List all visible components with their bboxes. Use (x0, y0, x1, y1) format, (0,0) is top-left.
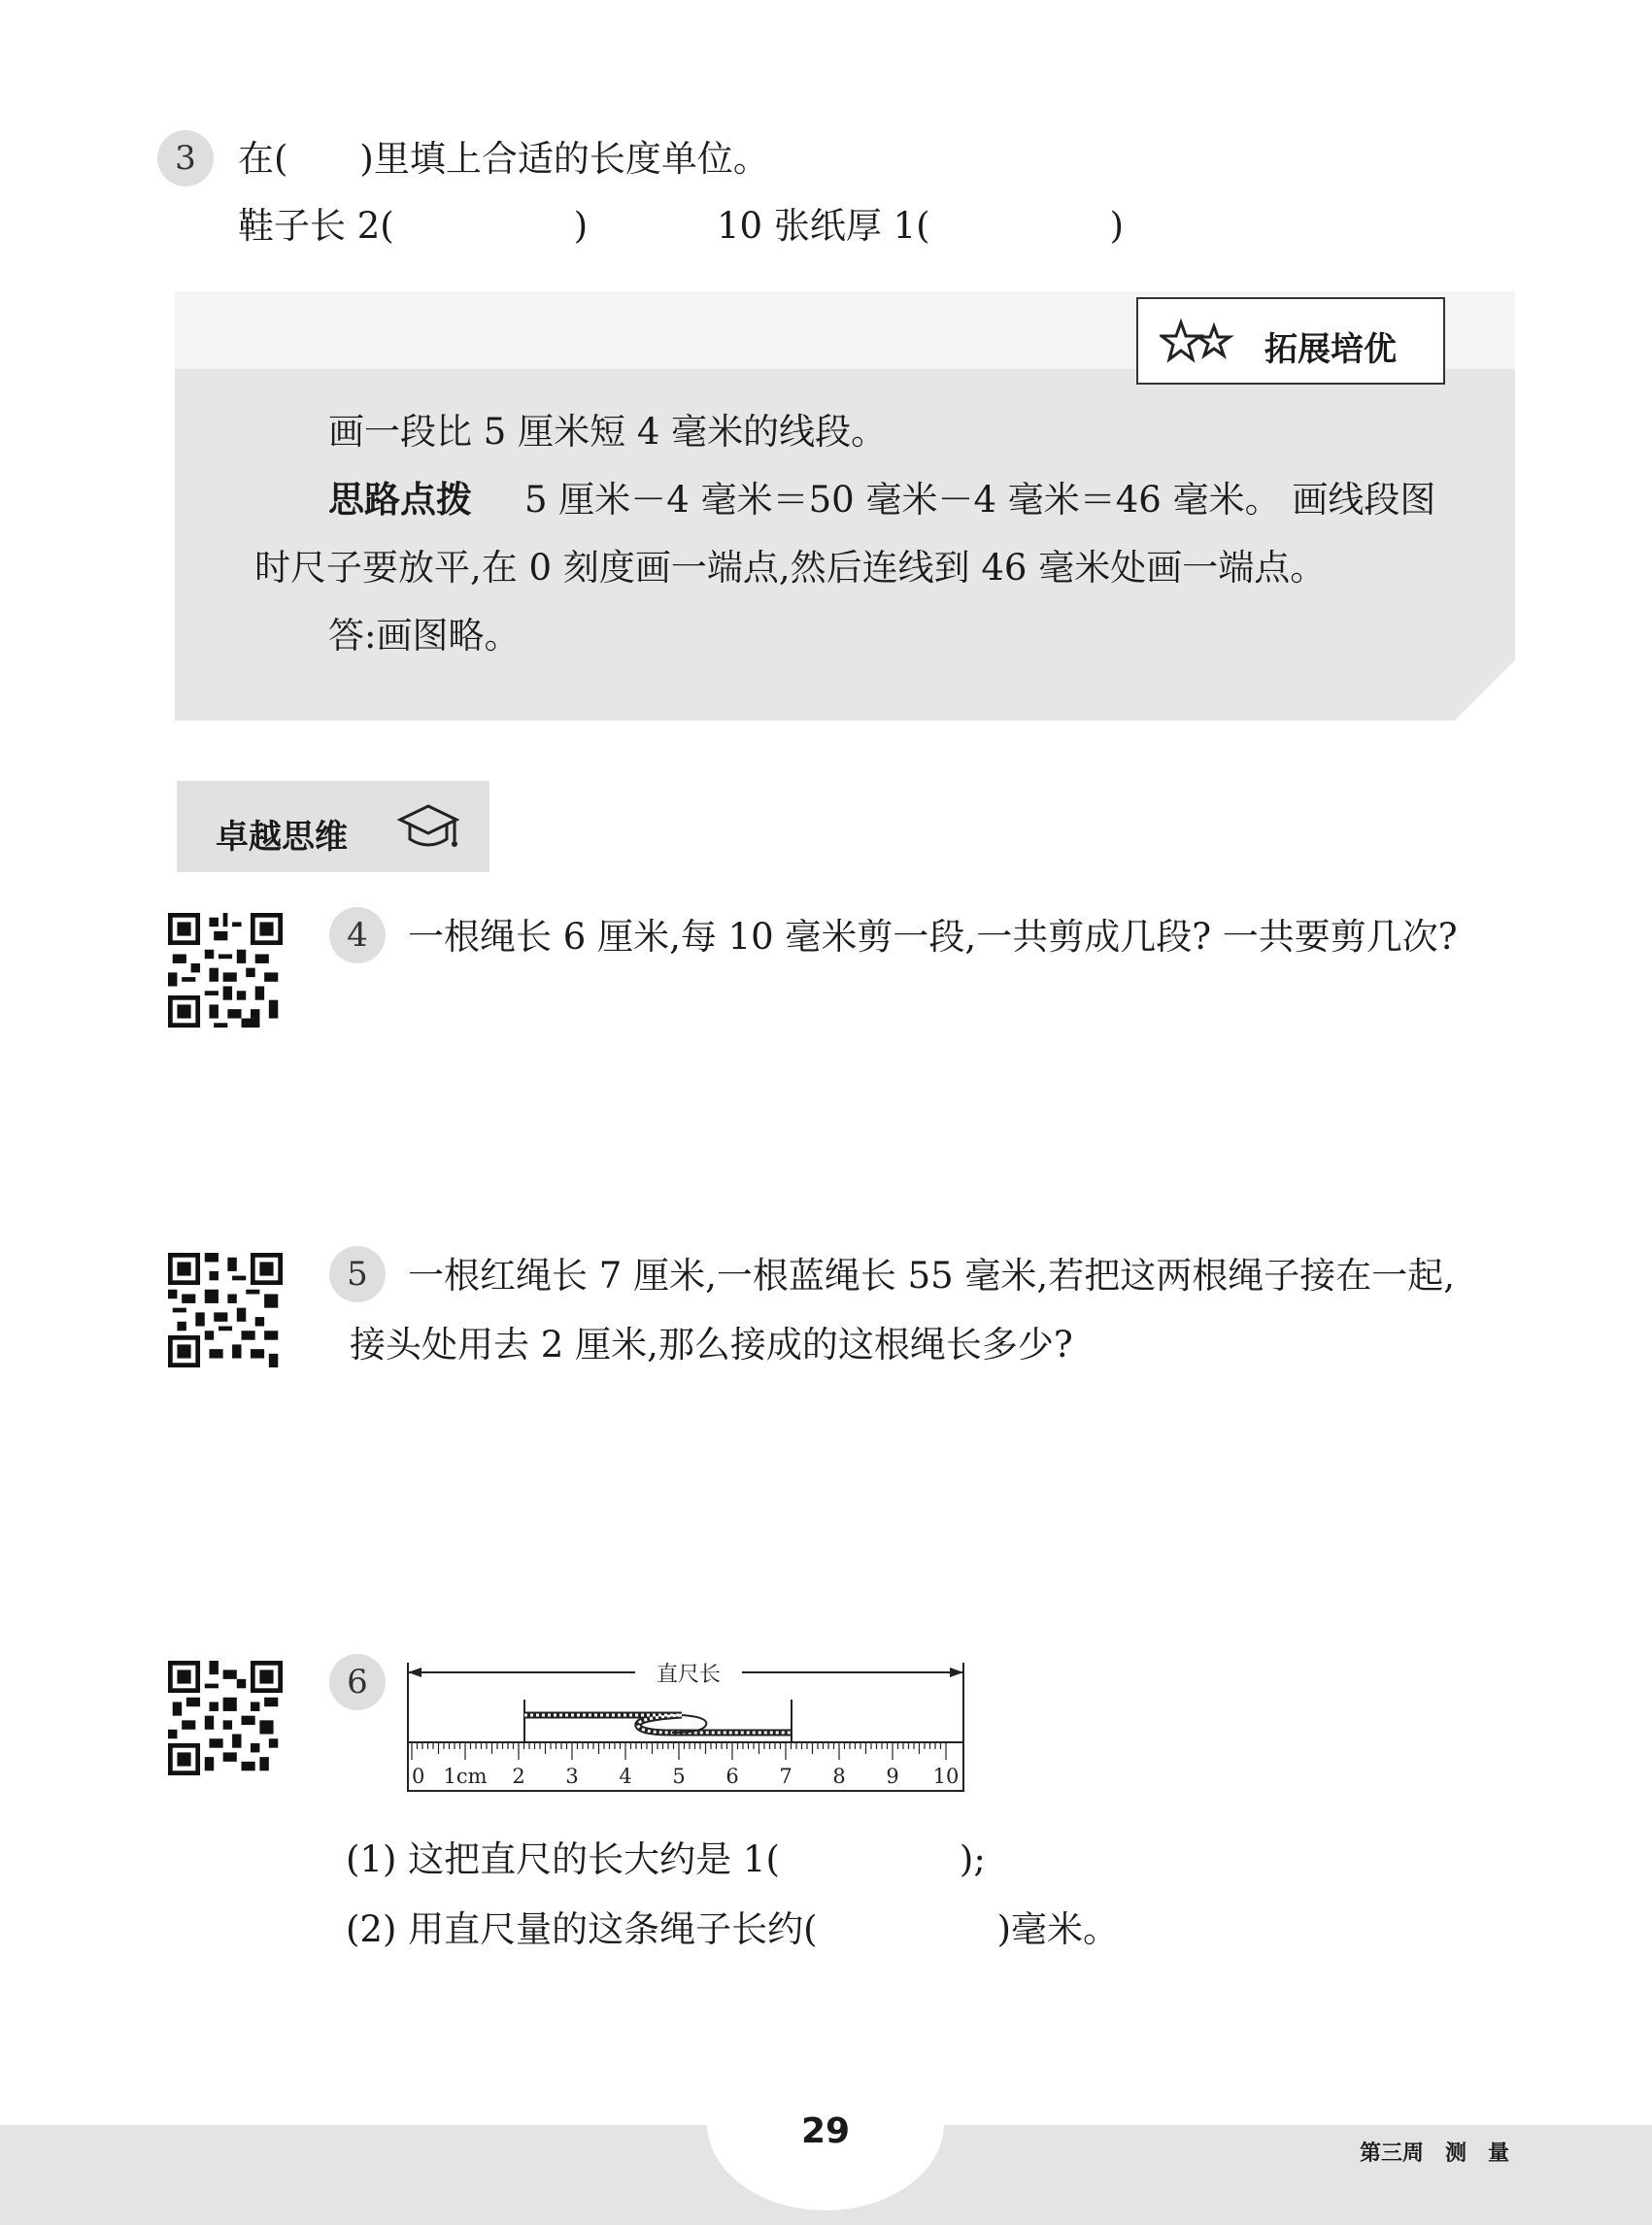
hint-line-2: 时尺子要放平,在 0 刻度画一端点,然后连线到 46 毫米处画一端点。 (254, 547, 1327, 589)
chapter-title: 第三周 测 量 (1360, 2141, 1510, 2166)
ruler-label: 1cm (443, 1765, 488, 1788)
qr-code-question-5[interactable] (168, 1253, 283, 1367)
graduation-cap-icon (396, 802, 460, 855)
hint-label: 思路点拨 (328, 479, 472, 521)
question-number-3: 3 (157, 130, 214, 186)
qr-code-question-4[interactable] (168, 913, 283, 1028)
section-tab (177, 781, 489, 872)
question-3-item-2: 10 张纸厚 1( ) (717, 205, 1125, 247)
two-stars-icon (1160, 319, 1237, 367)
extension-badge (1136, 297, 1445, 385)
question-4-text: 一根绳长 6 厘米,每 10 毫米剪一段,一共剪成几段? 一共要剪几次? (408, 916, 1458, 958)
question-6-sub-1: (1) 这把直尺的长大约是 1( ); (346, 1838, 986, 1880)
ruler-figure (400, 1657, 977, 1795)
extension-answer: 答:画图略。 (328, 615, 521, 657)
ruler-label: 8 (832, 1765, 846, 1788)
question-5-line-2: 接头处用去 2 厘米,那么接成的这根绳长多少? (350, 1324, 1073, 1365)
question-3-item-1: 鞋子长 2( ) (238, 205, 589, 247)
hint-line-1: 5 厘米－4 毫米＝50 毫米－4 毫米＝46 毫米。 画线段图 (524, 479, 1436, 521)
question-number-6: 6 (329, 1654, 386, 1710)
ruler-label: 4 (619, 1765, 632, 1788)
ruler-label: 10 (932, 1765, 960, 1788)
question-5-line-1: 一根红绳长 7 厘米,一根蓝绳长 55 毫米,若把这两根绳子接在一起, (408, 1255, 1455, 1297)
ruler-label: 5 (672, 1765, 686, 1788)
ruler-label: 2 (512, 1765, 525, 1788)
question-6-sub-2: (2) 用直尺量的这条绳子长约( )毫米。 (346, 1908, 1120, 1950)
page-number: 29 (800, 2111, 851, 2151)
ruler-label: 7 (779, 1765, 792, 1788)
ruler-label: 9 (886, 1765, 899, 1788)
question-number-5: 5 (329, 1246, 386, 1302)
ruler-body (408, 1742, 963, 1791)
extension-badge-label: 拓展培优 (1264, 330, 1397, 369)
section-title: 卓越思维 (216, 818, 348, 857)
ruler-label: 3 (565, 1765, 579, 1788)
question-number-4: 4 (329, 907, 386, 963)
ruler-caption: 直尺长 (656, 1663, 722, 1687)
ruler-label: 6 (725, 1765, 739, 1788)
question-3-prompt: 在( )里填上合适的长度单位。 (238, 138, 769, 180)
qr-code-question-6[interactable] (168, 1661, 283, 1775)
extension-problem: 画一段比 5 厘米短 4 毫米的线段。 (328, 411, 888, 453)
ruler-label: 0 (412, 1765, 425, 1788)
